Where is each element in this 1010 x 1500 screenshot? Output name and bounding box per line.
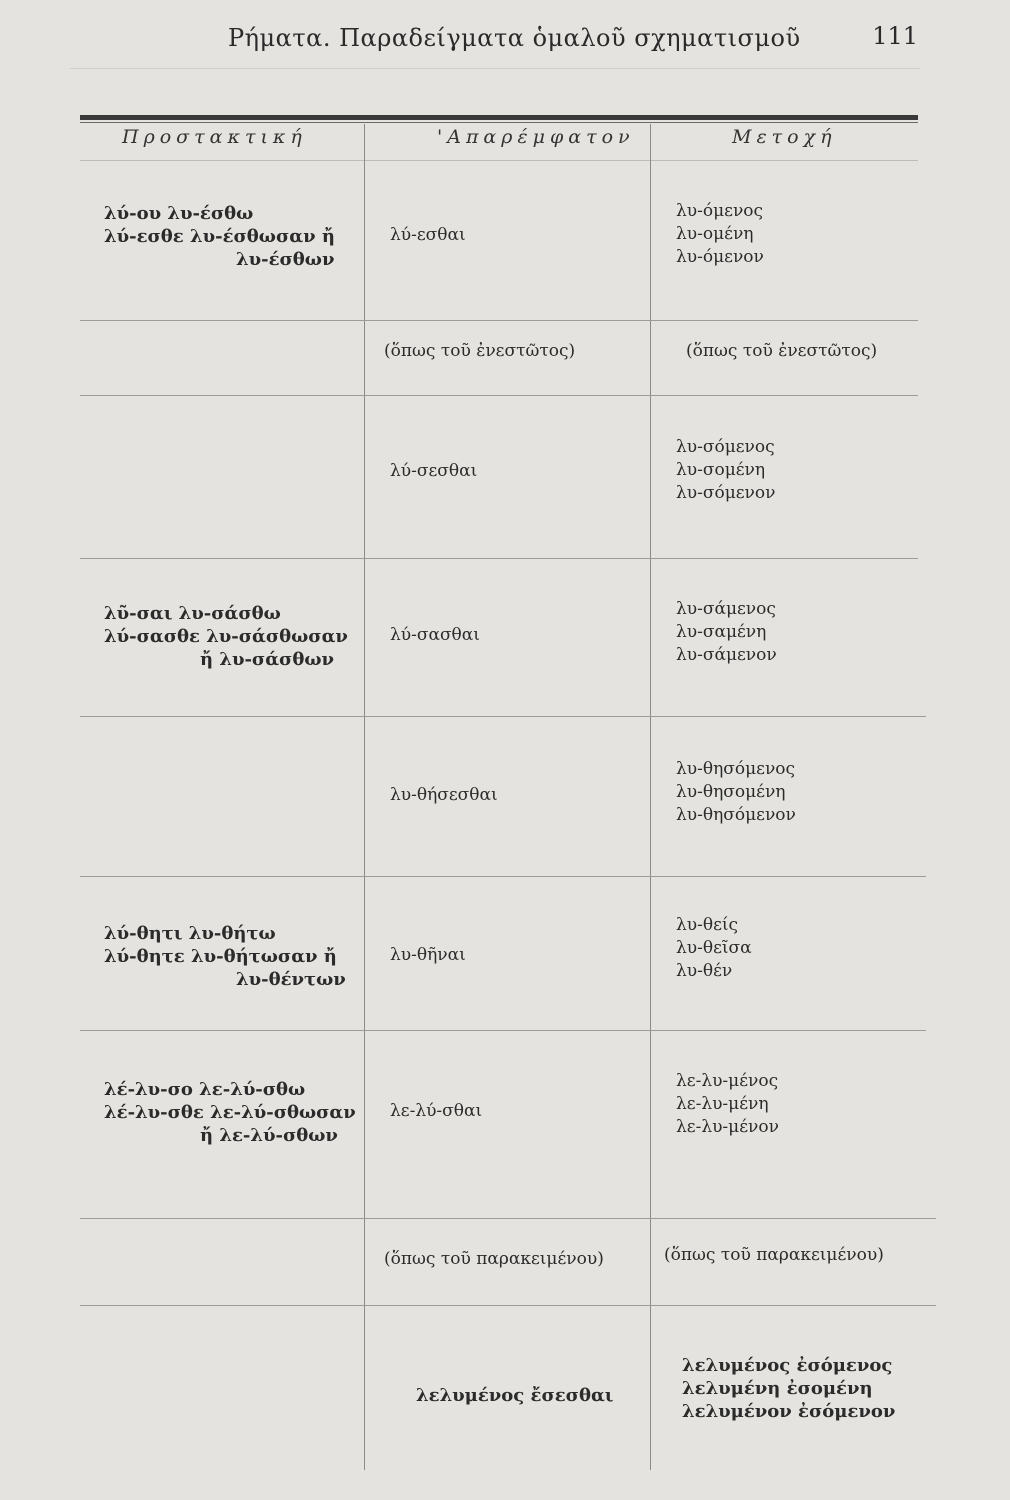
row1-participle xyxy=(676,200,764,269)
form-line: λυ-σαμένη xyxy=(676,622,767,642)
form-line: λύ-εσθε λυ-έσθωσαν ἤ xyxy=(104,226,335,247)
form-line: λύ-ου λυ-έσθω xyxy=(104,203,254,224)
row4-participle xyxy=(676,598,777,667)
form-line: (ὅπως τοῦ ἐνεστῶτος) xyxy=(686,341,878,361)
row-separator xyxy=(80,716,926,717)
form-line: λε-λύ-σθαι xyxy=(390,1101,483,1121)
row-separator xyxy=(80,320,918,321)
row2-participle xyxy=(686,340,877,363)
form-line: λυ-θῆναι xyxy=(390,945,466,965)
row7-imperative xyxy=(104,1078,356,1147)
table-top-rule-thin xyxy=(80,122,918,123)
form-line: λυ-θησόμενος xyxy=(676,759,796,779)
form-line: λῦ-σαι λυ-σάσθω xyxy=(104,603,281,624)
form-line: λυ-σομένη xyxy=(676,460,766,480)
form-line: λυ-θείς xyxy=(676,915,739,935)
row-separator xyxy=(80,395,918,396)
form-line: λυ-θήσεσθαι xyxy=(390,785,498,805)
form-line: λυ-όμενος xyxy=(676,201,764,221)
column-header-participle: Μετοχή xyxy=(732,126,837,148)
row-separator xyxy=(80,1030,926,1031)
form-line: λυ-θησομένη xyxy=(676,782,786,802)
form-line: λυ-σάμενος xyxy=(676,599,776,619)
column-divider-1 xyxy=(364,124,365,1470)
row9-infinitive xyxy=(416,1384,614,1407)
row4-infinitive xyxy=(390,624,480,647)
row-separator xyxy=(80,1305,936,1306)
form-line: λε-λυ-μένον xyxy=(676,1117,779,1137)
column-header-imperative: Προστακτική xyxy=(122,126,307,148)
form-line: λύ-σασθαι xyxy=(390,625,480,645)
form-line: λελυμένος ἐσόμενος xyxy=(682,1355,893,1376)
row3-infinitive xyxy=(390,460,477,483)
form-line: λυ-έσθων xyxy=(236,249,335,270)
row1-infinitive xyxy=(390,224,466,247)
row5-participle xyxy=(676,758,796,827)
row9-participle xyxy=(682,1354,895,1423)
form-line: λυ-ομένη xyxy=(676,224,754,244)
form-line: λύ-σεσθαι xyxy=(390,461,478,481)
row1-imperative xyxy=(104,202,335,271)
form-line: λε-λυ-μένη xyxy=(676,1094,769,1114)
form-line: λύ-εσθαι xyxy=(390,225,466,245)
header-rule xyxy=(70,68,920,69)
form-line: (ὅπως τοῦ παρακειμένου) xyxy=(664,1245,884,1265)
column-divider-2 xyxy=(650,124,651,1470)
form-line: λελυμένη ἐσομένη xyxy=(682,1378,873,1399)
form-line: λυ-σάμενον xyxy=(676,645,777,665)
form-line: λελυμένος ἔσεσθαι xyxy=(416,1385,614,1406)
row-separator xyxy=(80,1218,936,1219)
form-line: λύ-σασθε λυ-σάσθωσαν xyxy=(104,626,348,647)
form-line: λελυμένον ἐσόμενον xyxy=(682,1401,896,1422)
form-line: ἤ λε-λύ-σθων xyxy=(200,1125,338,1146)
form-line: λέ-λυ-σο λε-λύ-σθω xyxy=(104,1079,306,1100)
page-number: 111 xyxy=(872,22,918,50)
form-line: λυ-θεῖσα xyxy=(676,938,752,958)
page-title: Ρήματα. Παραδείγματα ὁμαλοῦ σχηματισμοῦ xyxy=(228,24,801,52)
row6-participle xyxy=(676,914,752,983)
form-line: λύ-θητι λυ-θήτω xyxy=(104,923,276,944)
form-line: λυ-όμενον xyxy=(676,247,764,267)
row8-infinitive xyxy=(384,1248,604,1271)
form-line: λε-λυ-μένος xyxy=(676,1071,779,1091)
row2-infinitive xyxy=(384,340,575,363)
column-header-infinitive: 'Απαρέμφατον xyxy=(437,126,635,148)
row7-infinitive xyxy=(390,1100,482,1123)
running-head xyxy=(80,14,920,58)
row-separator xyxy=(80,876,926,877)
form-line: ἤ λυ-σάσθων xyxy=(200,649,334,670)
row4-imperative xyxy=(104,602,348,671)
form-line: λυ-θέν xyxy=(676,961,733,981)
form-line: (ὅπως τοῦ παρακειμένου) xyxy=(384,1249,604,1269)
row7-participle xyxy=(676,1070,779,1139)
form-line: λυ-θησόμενον xyxy=(676,805,796,825)
header-underline xyxy=(80,160,918,161)
row6-imperative xyxy=(104,922,346,991)
row5-infinitive xyxy=(390,784,498,807)
row-separator xyxy=(80,558,918,559)
form-line: λέ-λυ-σθε λε-λύ-σθωσαν xyxy=(104,1102,356,1123)
table-top-rule xyxy=(80,115,918,120)
form-line: λυ-σόμενον xyxy=(676,483,776,503)
form-line: λύ-θητε λυ-θήτωσαν ἤ xyxy=(104,946,337,967)
form-line: λυ-σόμενος xyxy=(676,437,775,457)
row3-participle xyxy=(676,436,775,505)
form-line: λυ-θέντων xyxy=(236,969,346,990)
form-line: (ὅπως τοῦ ἐνεστῶτος) xyxy=(384,341,576,361)
row6-infinitive xyxy=(390,944,466,967)
row8-participle xyxy=(664,1244,884,1267)
